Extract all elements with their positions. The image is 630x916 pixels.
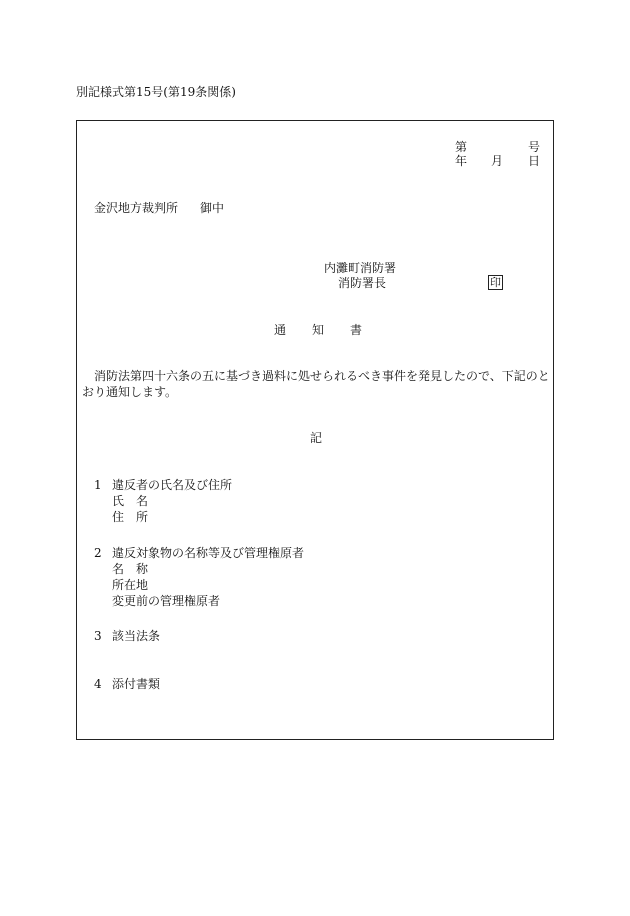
seal-icon: 印 bbox=[490, 276, 501, 289]
date-day: 日 bbox=[528, 154, 541, 168]
body-text-line1: 消防法第四十六条の五に基づき過料に処せられるべき事件を発見したので、下記のと bbox=[94, 369, 550, 383]
item-number: 1 bbox=[94, 478, 102, 492]
item-subfield: 所在地 bbox=[112, 578, 149, 592]
form-title: 別記様式第15号(第19条関係) bbox=[76, 85, 236, 99]
document-title-char: 知 bbox=[312, 323, 325, 337]
addressee-honorific: 御中 bbox=[200, 201, 225, 215]
item-number: 2 bbox=[94, 546, 102, 560]
item-subfield: 住 所 bbox=[112, 510, 149, 524]
date-month: 月 bbox=[491, 154, 504, 168]
body-text-line2: おり通知します。 bbox=[82, 385, 178, 399]
date-year: 年 bbox=[455, 154, 468, 168]
document-title bbox=[274, 322, 362, 338]
item-subfield: 氏 名 bbox=[112, 494, 149, 508]
doc-number-suffix: 号 bbox=[528, 140, 541, 154]
item-label: 添付書類 bbox=[112, 677, 161, 691]
ki-heading: 記 bbox=[310, 431, 323, 445]
sender-title: 消防署長 bbox=[338, 276, 387, 290]
doc-number-prefix: 第 bbox=[455, 140, 468, 154]
document-title-char: 通 bbox=[274, 323, 287, 337]
sender-organization: 内灘町消防署 bbox=[324, 261, 397, 275]
item-label: 違反対象物の名称等及び管理権原者 bbox=[112, 546, 305, 560]
item-number: 4 bbox=[94, 677, 102, 691]
document-title-char: 書 bbox=[350, 323, 363, 337]
addressee-name: 金沢地方裁判所 bbox=[94, 201, 179, 215]
item-subfield: 名 称 bbox=[112, 562, 149, 576]
item-label: 違反者の氏名及び住所 bbox=[112, 478, 233, 492]
item-label: 該当法条 bbox=[112, 629, 161, 643]
item-subfield: 変更前の管理権原者 bbox=[112, 594, 221, 608]
item-number: 3 bbox=[94, 629, 102, 643]
